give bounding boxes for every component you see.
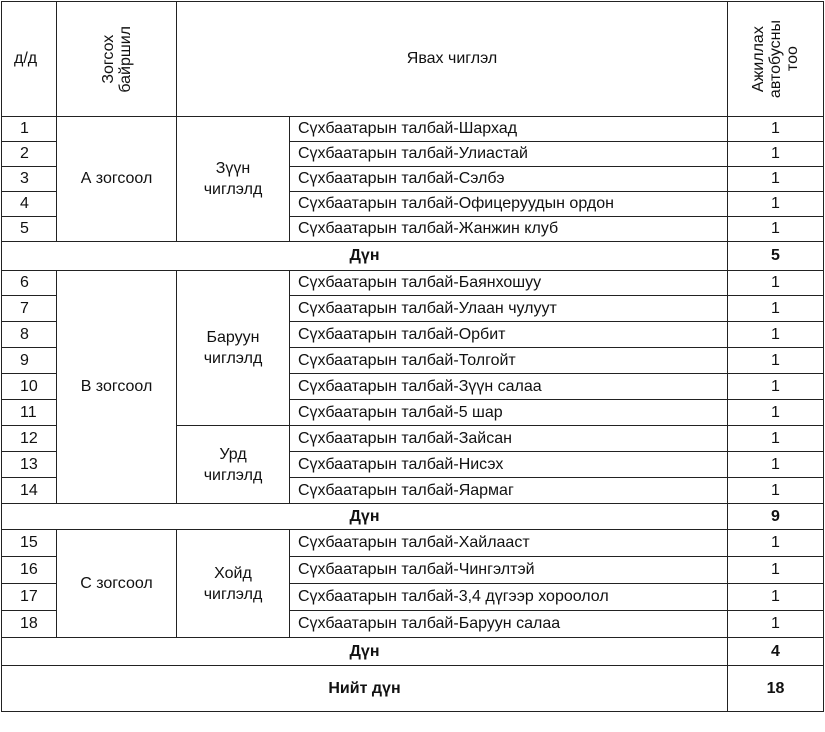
bus-count: 1 [728,192,824,217]
route-name: Сүхбаатарын талбай-Нисэх [290,452,728,478]
table-row [2,530,824,557]
table-row [2,271,824,296]
bus-count: 1 [728,557,824,584]
row-number: 16 [2,557,57,584]
route-name: Сүхбаатарын талбай-Улиастай [290,142,728,167]
header-count [728,2,824,117]
route-name: Сүхбаатарын талбай-Толгойт [290,348,728,374]
subtotal-row-b [2,504,824,530]
row-number: 6 [2,271,57,296]
bus-count: 1 [728,584,824,611]
route-name: Сүхбаатарын талбай-Улаан чулуут [290,296,728,322]
direction-west-line2: чиглэлд [203,350,263,367]
route-name: Сүхбаатарын талбай-5 шар [290,400,728,426]
route-name: Сүхбаатарын талбай-Орбит [290,322,728,348]
header-dd: д/д [2,2,57,117]
direction-south-line2: чиглэлд [203,466,263,484]
direction-west [177,271,290,426]
direction-north [177,530,290,638]
direction-east-line1: Зүүн [215,160,251,177]
bus-count: 1 [728,271,824,296]
stop-c: С зогсоол [57,530,177,638]
bus-count: 1 [728,217,824,242]
bus-count: 1 [728,530,824,557]
stop-a: А зогсоол [57,117,177,242]
bus-count: 1 [728,611,824,638]
route-name: Сүхбаатарын талбай-Яармаг [290,478,728,504]
row-number: 9 [2,348,57,374]
subtotal-value: 5 [728,242,824,271]
subtotal-row-a [2,242,824,271]
row-number: 12 [2,426,57,452]
row-number: 13 [2,452,57,478]
route-name: Сүхбаатарын талбай-Зайсан [290,426,728,452]
route-name: Сүхбаатарын талбай-3,4 дүгээр хороолол [290,584,728,611]
row-number: 5 [2,217,57,242]
route-name: Сүхбаатарын талбай-Зүүн салаа [290,374,728,400]
header-row [2,2,824,117]
row-number: 18 [2,611,57,638]
header-stop-line1: Зогсох [99,34,117,84]
bus-count: 1 [728,322,824,348]
bus-count: 1 [728,167,824,192]
bus-count: 1 [728,296,824,322]
route-name: Сүхбаатарын талбай-Баянхошуу [290,271,728,296]
total-value: 18 [728,666,824,712]
row-number: 14 [2,478,57,504]
bus-routes-table [1,1,824,712]
bus-count: 1 [728,117,824,142]
direction-north-line2: чиглэлд [203,585,263,603]
route-name: Сүхбаатарын талбай-Жанжин клуб [290,217,728,242]
row-number: 10 [2,374,57,400]
route-name: Сүхбаатарын талбай-Шархад [290,117,728,142]
bus-count: 1 [728,348,824,374]
header-count-line1: Ажиллах [750,26,767,92]
row-number: 11 [2,400,57,426]
bus-count: 1 [728,142,824,167]
table-row [2,117,824,142]
direction-south-line1: Урд [219,445,247,463]
route-name: Сүхбаатарын талбай-Хайлааст [290,530,728,557]
header-stop-line2: байршил [116,25,134,93]
direction-south [177,426,290,504]
subtotal-label: Дүн [2,504,728,530]
route-name: Сүхбаатарын талбай-Чингэлтэй [290,557,728,584]
row-number: 1 [2,117,57,142]
bus-count: 1 [728,374,824,400]
subtotal-label: Дүн [2,242,728,271]
row-number: 17 [2,584,57,611]
total-row [2,666,824,712]
route-name: Сүхбаатарын талбай-Сэлбэ [290,167,728,192]
bus-count: 1 [728,478,824,504]
direction-west-line1: Баруун [206,329,260,346]
bus-count: 1 [728,452,824,478]
row-number: 4 [2,192,57,217]
row-number: 15 [2,530,57,557]
header-stop [57,2,177,117]
bus-count: 1 [728,426,824,452]
row-number: 3 [2,167,57,192]
direction-east [177,117,290,242]
subtotal-value: 9 [728,504,824,530]
route-name: Сүхбаатарын талбай-Офицеруудын ордон [290,192,728,217]
direction-east-line2: чиглэлд [203,181,263,198]
subtotal-label: Дүн [2,638,728,666]
subtotal-row-c [2,638,824,666]
header-count-line3: тоо [784,46,801,72]
subtotal-value: 4 [728,638,824,666]
row-number: 8 [2,322,57,348]
row-number: 2 [2,142,57,167]
header-count-line2: автобусны [767,19,784,99]
direction-north-line1: Хойд [214,564,252,582]
header-route: Явах чиглэл [177,2,728,117]
route-name: Сүхбаатарын талбай-Баруун салаа [290,611,728,638]
stop-b: В зогсоол [57,271,177,504]
row-number: 7 [2,296,57,322]
total-label: Нийт дүн [2,666,728,712]
bus-count: 1 [728,400,824,426]
